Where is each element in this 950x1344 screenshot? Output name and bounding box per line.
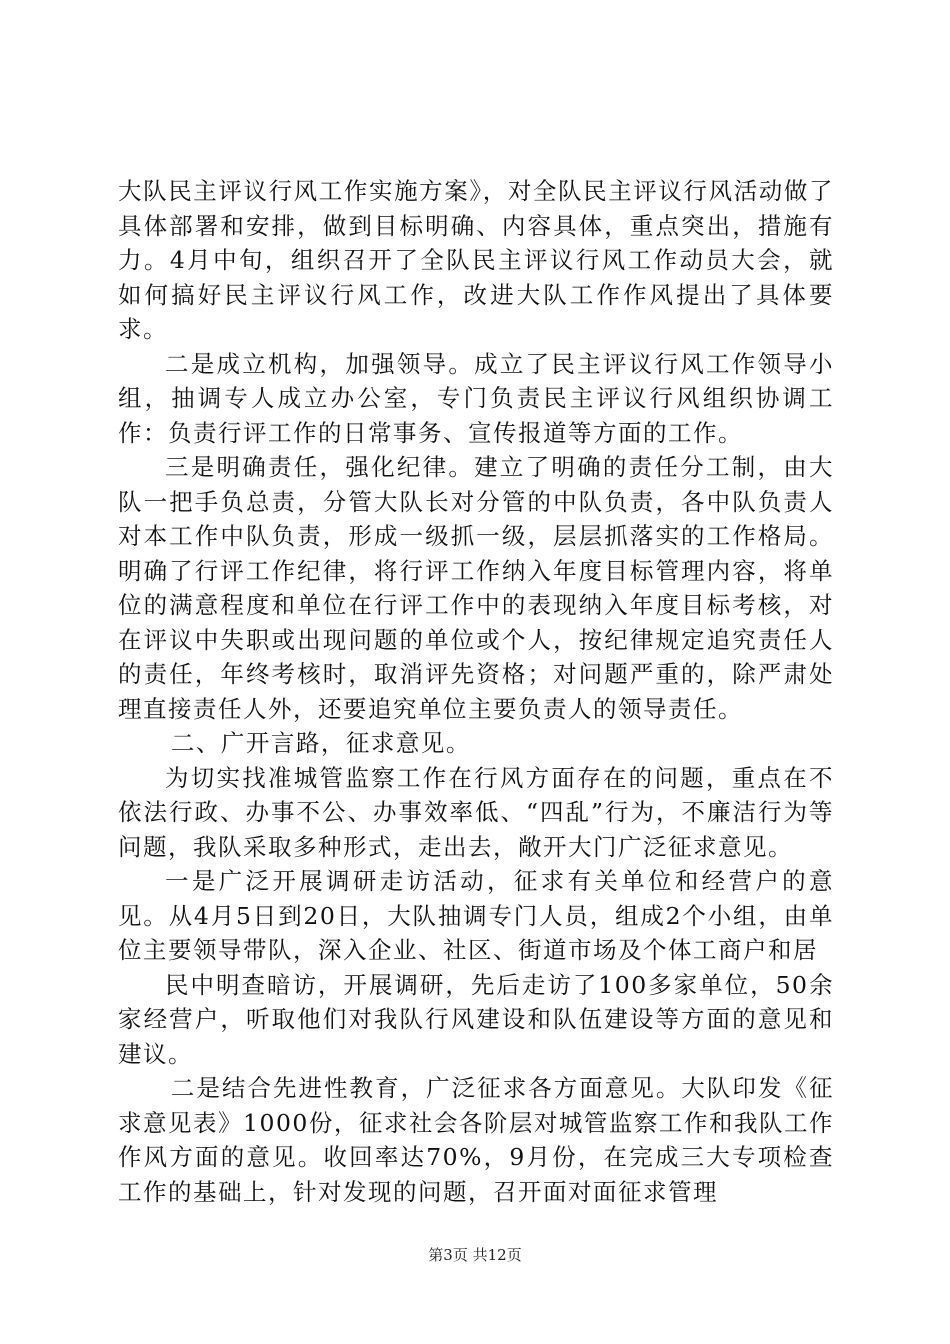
paragraph-research-visits: 一是广泛开展调研走访活动，征求有关单位和经营户的意见。从4月5日到20日，大队抽调专门人员，组成2个小组，由单位主要领导带队，深入企业、社区、街道市场及个体工商户和居 — [118, 867, 834, 964]
paragraph-visit-results: 民中明查暗访，开展调研，先后走访了100多家单位，50余家经营户，听取他们对我队行风建设和队伍建设等方面的意见和建议。 — [118, 970, 834, 1068]
paragraph-identify-problems: 为切实找准城管监察工作在行风方面存在的问题，重点在不依法行政、办事不公、办事效率低、“四乱”行为，不廉洁行为等问题，我队采取多种形式，走出去，敞开大门广泛征求意见。 — [118, 763, 834, 861]
section-heading-solicit-opinions: 二、广开言路，征求意见。 — [170, 729, 471, 757]
paragraph-establish-organization: 二是成立机构，加强领导。成立了民主评议行风工作领导小组，抽调专人成立办公室，专门负责民主评议行风组织协调工作：负责行评工作的日常事务、宣传报道等方面的工作。 — [118, 349, 834, 447]
document-body — [118, 174, 834, 1209]
paragraph-continuation: 大队民主评议行风工作实施方案》，对全队民主评议行风活动做了具体部署和安排，做到目标明确、内容具体，重点突出，措施有力。4月中旬，组织召开了全队民主评议行风工作动员大会，就如何搞好民主评议行风工作，改进大队工作作风提出了具体要求。 — [118, 177, 834, 343]
paragraph-clarify-responsibility: 三是明确责任，强化纪律。建立了明确的责任分工制，由大队一把手负总责，分管大队长对分管的中队负责，各中队负责人对本工作中队负责，形成一级抓一级，层层抓落实的工作格局。明确了行评工作纪律，将行评工作纳入年度目标管理内容，将单位的满意程度和单位在行评工作中的表现纳入年度目标考核，对在评议中失职或出现问题的单位或个人，按纪律规定追究责任人的责任，年终考核时，取消评先资格；对问题严重的，除严肃处理直接责任人外，还要追究单位主要负责人的领导责任。 — [118, 453, 834, 723]
page-number-footer: 第3页 共12页 — [428, 1246, 522, 1264]
paragraph-advanced-education: 二是结合先进性教育，广泛征求各方面意见。大队印发《征求意见表》1000份，征求社会各阶层对城管监察工作和我队工作作风方面的意见。收回率达70%，9月份，在完成三大专项检查工作的基础上，针对发现的问题，召开面对面征求管理 — [118, 1074, 834, 1206]
